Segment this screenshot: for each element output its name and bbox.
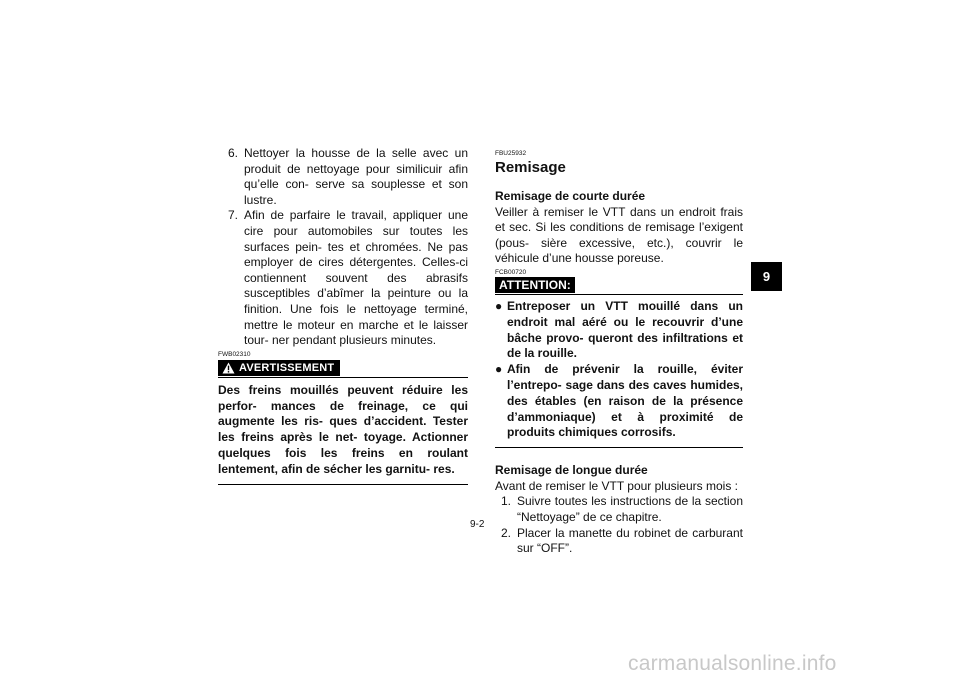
bullet-icon: ● — [495, 298, 503, 313]
attention-list — [495, 299, 743, 448]
left-column — [218, 146, 468, 485]
step-text: Nettoyer la housse de la selle avec un produit de nettoyage pour similicuir afin qu’elle con- serve sa souplesse et son lustre. — [244, 146, 468, 207]
chapter-tab: 9 — [751, 262, 782, 291]
page-number: 9-2 — [470, 519, 485, 530]
attention-label: ATTENTION: — [495, 277, 575, 293]
step-text: Suivre toutes les instructions de la section “Nettoyage” de ce chapitre. — [517, 494, 743, 524]
long-term-title: Remisage de longue durée — [495, 463, 648, 478]
short-term-text: Veiller à remiser le VTT dans un endroit frais et sec. Si les conditions de remisage l’exigent (pous- sière excessive, etc.), couvrir le véhicule d’une housse poreuse. — [495, 204, 743, 266]
warning-header — [218, 360, 468, 378]
watermark: carmanualsonline.info — [628, 652, 837, 675]
step-text: Placer la manette du robinet de carburant sur “OFF”. — [517, 525, 743, 556]
step-number: 6. — [227, 146, 238, 160]
step-text: Afin de parfaire le travail, appliquer une cire pour automobiles sur toutes les surfaces pein- tes et chromées. Ne pas employer de cires détergentes. Celles-ci contiennent souvent des abrasifs susceptibles d’abîmer la peinture ou la finition. Une fois le nettoyage terminé, mettre le moteur en marche et le laisser tour- ner pendant plusieurs minutes. — [244, 208, 468, 348]
warning-label: AVERTISSEMENT — [239, 362, 335, 375]
list-item — [495, 494, 743, 525]
short-term-title: Remisage de courte durée — [495, 189, 646, 203]
step-number: 7. — [227, 208, 238, 223]
section-code: FBU25932 — [495, 150, 527, 157]
long-term-intro: Avant de remiser le VTT pour plusieurs mois : — [495, 478, 738, 493]
warning-triangle-icon — [222, 362, 235, 374]
step-number: 1. — [500, 494, 511, 509]
list-item — [218, 146, 468, 208]
right-column — [495, 146, 743, 557]
list-item — [495, 526, 743, 557]
warning-code: FWB02310 — [218, 350, 251, 358]
list-item — [495, 299, 743, 362]
attention-item-text: Entreposer un VTT mouillé dans un endroit mal aéré ou le recouvrir d’une bâche provo- queront des infiltrations et de la rouille. — [507, 298, 743, 361]
long-term-steps-list — [495, 494, 743, 556]
attention-header — [495, 277, 743, 295]
attention-item-text: Afin de prévenir la rouille, éviter l’entrepo- sage dans des caves humides, des étables (en raison de la présence d’ammoniaque) et à proximité de produits chimiques corrosifs. — [507, 362, 743, 440]
attention-code: FCB00720 — [495, 268, 527, 276]
bullet-icon: ● — [495, 362, 503, 377]
warning-badge — [218, 360, 340, 376]
warning-text: Des freins mouillés peuvent réduire les perfor- mances de freinage, ce qui augmente les ris- ques d’accident. Tester les freins après le net- toyage. Actionner quelques fois les freins en roulant lentement, afin de sécher les garnitu- res. — [218, 383, 468, 485]
cleaning-steps-list — [218, 146, 468, 349]
list-item — [218, 208, 468, 348]
step-number: 2. — [500, 525, 511, 540]
list-item — [495, 362, 743, 441]
section-title: Remisage — [495, 159, 566, 176]
